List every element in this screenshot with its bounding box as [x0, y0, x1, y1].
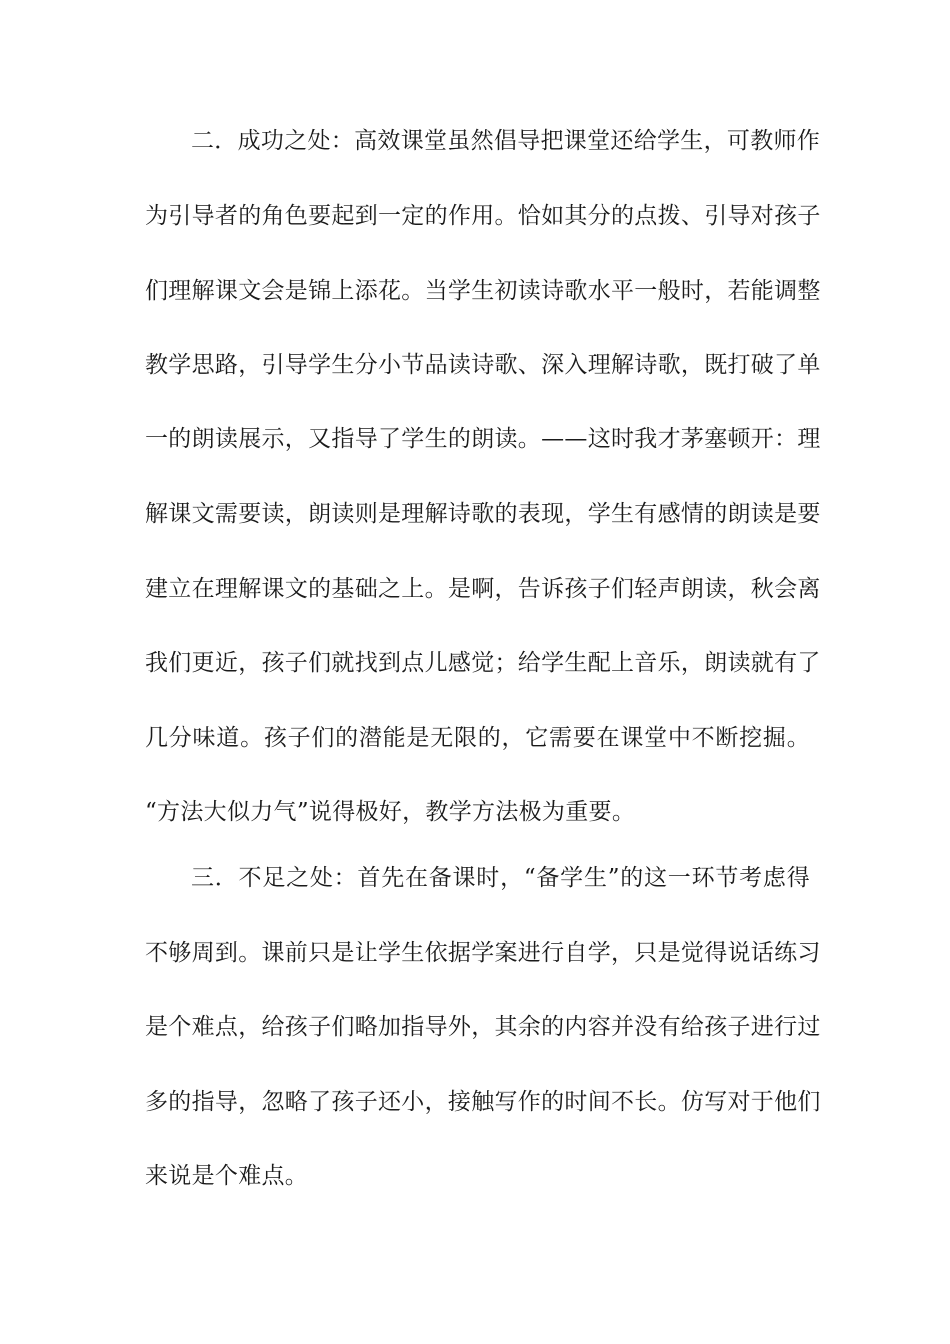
paragraph-2-line-7: 建立在理解课文的基础之上。是啊，告诉孩子们轻声朗读，秋会离 [145, 576, 821, 602]
paragraph-2-line-8: 我们更近，孩子们就找到点儿感觉；给学生配上音乐，朗读就有了 [145, 650, 821, 676]
paragraph-3-line-4: 多的指导，忽略了孩子还小，接触写作的时间不长。仿写对于他们 [145, 1089, 821, 1115]
paragraph-2-line-10: “方法大似力气”说得极好，教学方法极为重要。 [145, 799, 636, 825]
paragraph-2-line-5: 一的朗读展示，又指导了学生的朗读。——这时我才茅塞顿开：理 [145, 426, 821, 452]
paragraph-2-line-1: 二．成功之处：高效课堂虽然倡导把课堂还给学生，可教师作 [191, 128, 821, 154]
paragraph-2-line-2: 为引导者的角色要起到一定的作用。恰如其分的点拨、引导对孩子 [145, 203, 821, 229]
paragraph-3-line-1: 三．不足之处：首先在备课时，“备学生”的这一环节考虑得 [191, 865, 810, 891]
paragraph-3-line-5: 来说是个难点。 [145, 1163, 309, 1189]
paragraph-2-line-4: 教学思路，引导学生分小节品读诗歌、深入理解诗歌，既打破了单 [145, 352, 821, 378]
paragraph-3-line-2: 不够周到。课前只是让学生依据学案进行自学，只是觉得说话练习 [145, 940, 821, 966]
paragraph-2-line-3: 们理解课文会是锦上添花。当学生初读诗歌水平一般时，若能调整 [145, 278, 821, 304]
paragraph-2-line-6: 解课文需要读，朗读则是理解诗歌的表现，学生有感情的朗读是要 [145, 501, 821, 527]
paragraph-2-line-9: 几分味道。孩子们的潜能是无限的，它需要在课堂中不断挖掘。 [145, 725, 810, 751]
paragraph-3-line-3: 是个难点，给孩子们略加指导外，其余的内容并没有给孩子进行过 [145, 1014, 821, 1040]
